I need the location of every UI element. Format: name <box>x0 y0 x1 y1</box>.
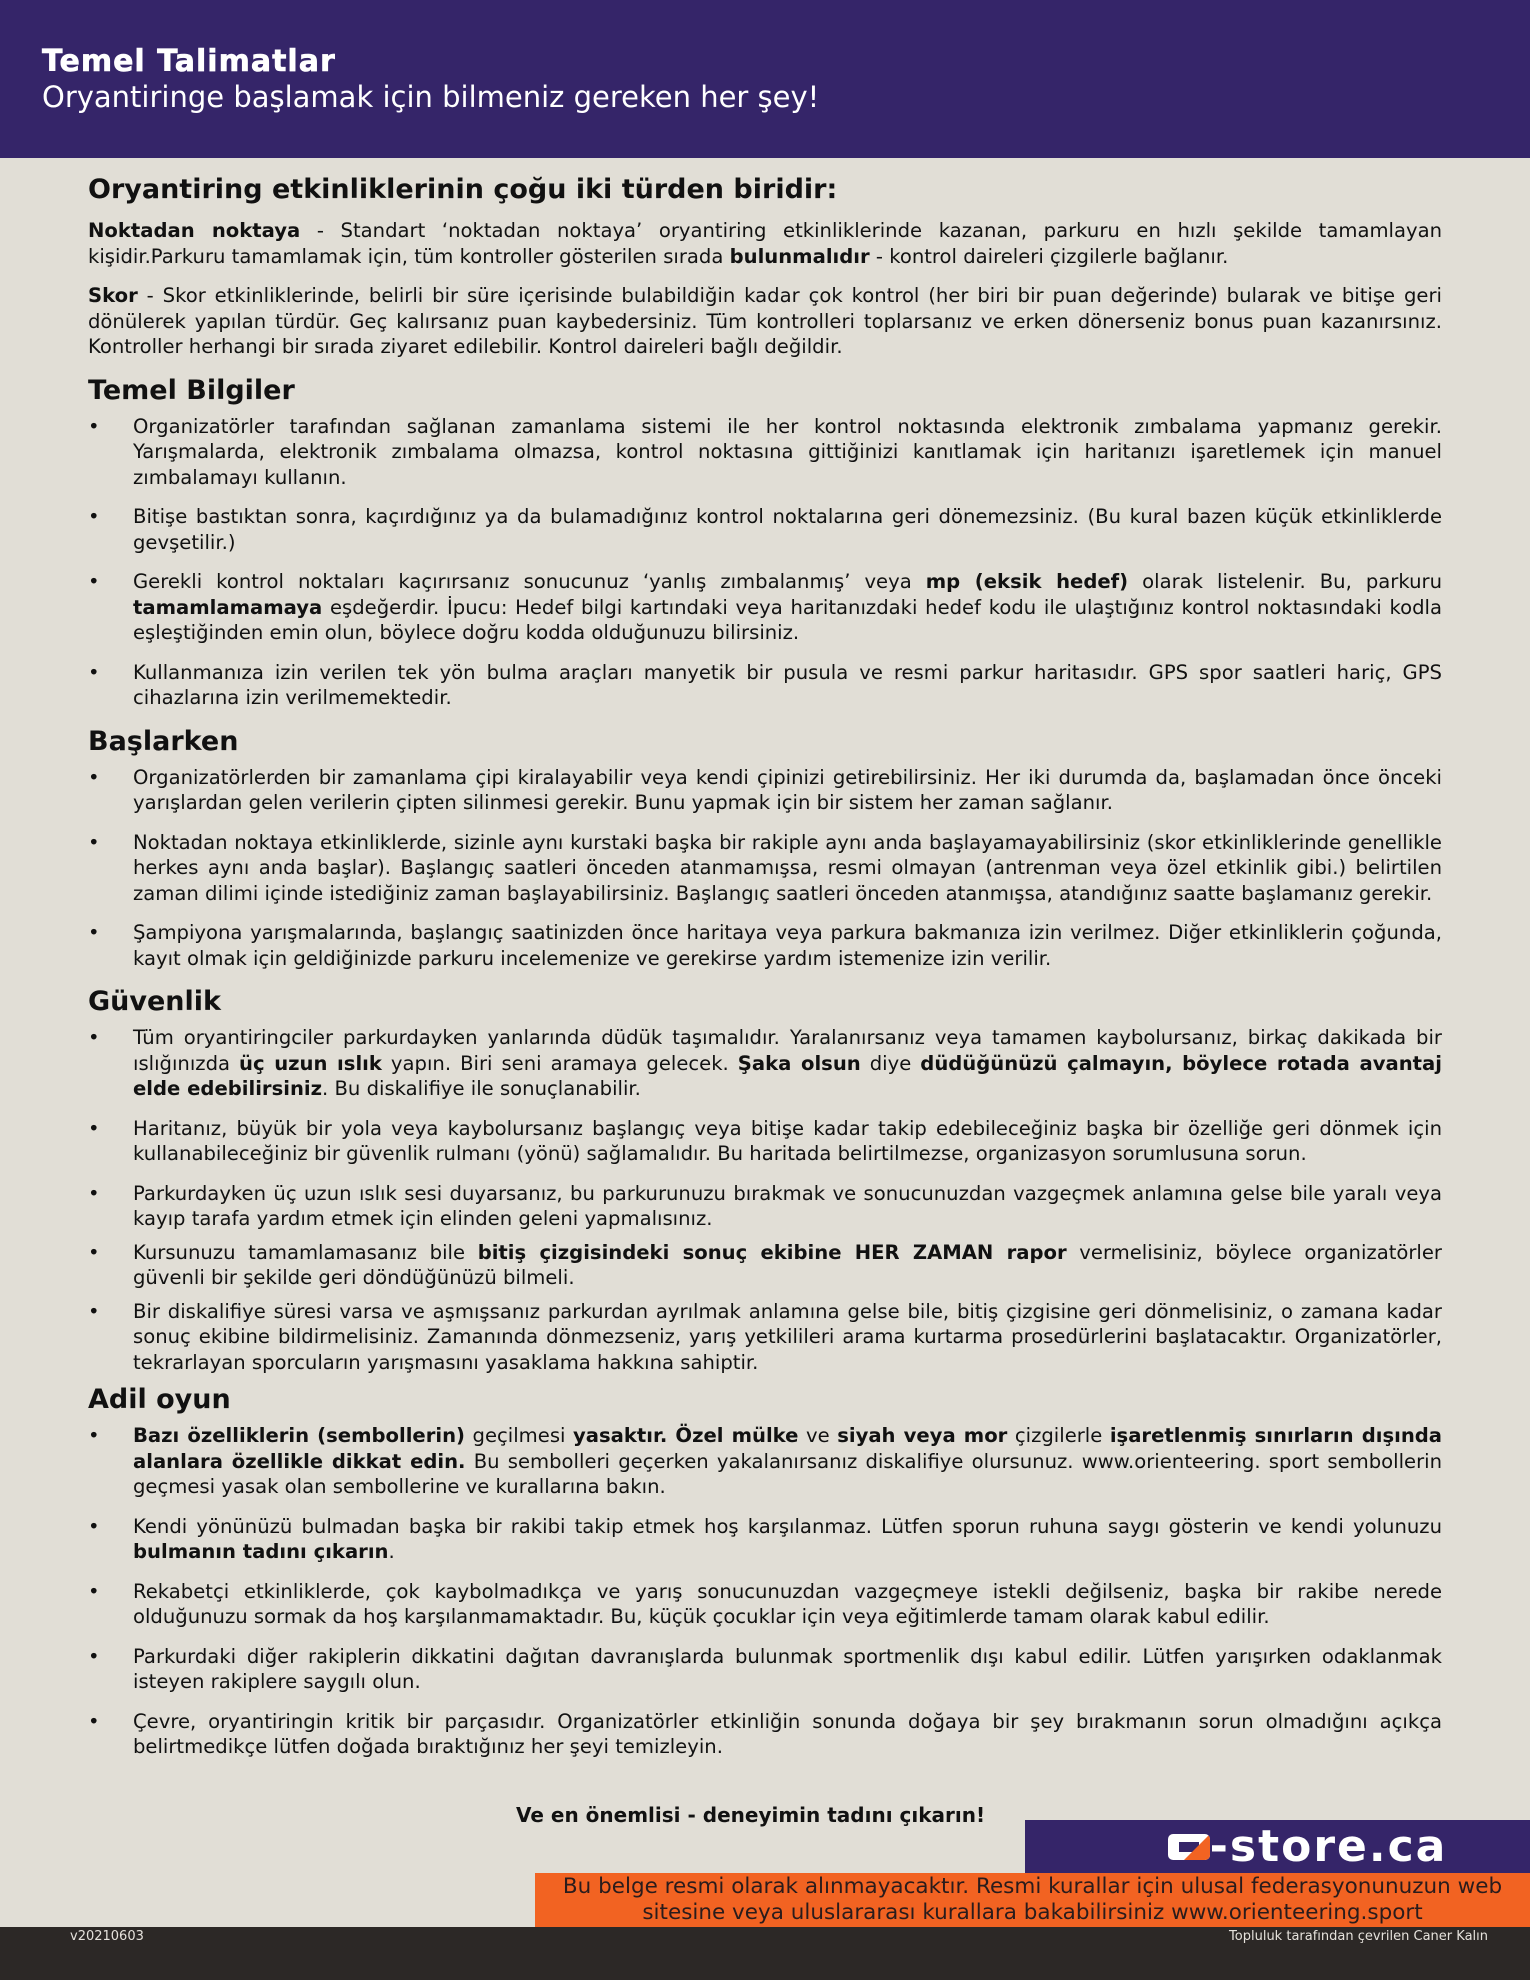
section-heading-safety: Güvenlik <box>88 986 221 1017</box>
disclaimer-banner: Bu belge resmi olarak alınmayacaktır. Resmi kurallar için ulusal federasyonunuzun web sitesine veya uluslararası kurallara bakabilirsiniz www.orienteering.sport <box>535 1873 1530 1928</box>
bullet-icon: • <box>88 921 100 944</box>
bullet-icon: • <box>88 1514 100 1538</box>
list-item-text: Şampiyona yarışmalarında, başlangıç saatinizden önce haritaya veya parkura bakmanıza izin verilmez. Diğer etkinliklerin çoğunda, kayıt olmak için geldiğinizde parkuru incelemenize ve gerekirse yardım istemenize izin verilir. <box>133 921 1442 970</box>
list-item <box>88 765 1442 816</box>
list-item-bold: işaretlenmiş sınırların dışında alanlara özellikle dikkat edin. <box>133 1424 1443 1473</box>
section-heading-starting: Başlarken <box>88 725 239 757</box>
list-item-text: eşdeğerdir. İpucu: Hedef bilgi kartındaki veya haritanızdaki hedef kodu ile ulaştığınız kontrol noktasındaki kodla eşleştiğinden emin olun, böylece doğru kodda olduğunuzu bilirsiniz. <box>133 595 1442 644</box>
bullet-icon: • <box>88 660 100 684</box>
basics-list <box>88 414 1442 711</box>
list-item-bold: yasaktır. Özel mülke <box>573 1424 799 1447</box>
main-content <box>88 172 1442 1774</box>
list-item-text: Bitişe bastıktan sonra, kaçırdığınız ya da bulamadığınız kontrol noktalarına geri dönemezsiniz. (Bu kural bazen küçük etkinliklerde gevşetilir.) <box>133 505 1442 554</box>
list-item <box>88 920 1442 971</box>
list-item-text: çizgilerle <box>1007 1424 1110 1447</box>
list-item-text: Haritanız, büyük bir yola veya kaybolursanız başlangıç veya bitişe kadar takip edebileceğiniz başka bir özelliğe geri dönmek için kullanabileceğiniz bir güvenlik rulmanı (yönü) sağlamalıdır. Bu haritada belirtilmezse, organizasyon sorumlusuna sorun. <box>133 1116 1442 1165</box>
bullet-icon: • <box>88 1026 100 1049</box>
document-title: Temel Talimatlar <box>42 44 336 79</box>
list-item <box>88 830 1442 907</box>
translator-credit: Topluluk tarafından çevrilen Caner Kalın <box>1229 1929 1488 1944</box>
list-item-text: Gerekli kontrol noktaları kaçırırsanız sonucunuz ‘yanlış zımbalanmış’ veya <box>133 570 926 593</box>
safety-list <box>88 1025 1442 1375</box>
version-label: v20210603 <box>70 1929 144 1944</box>
list-item <box>88 1579 1442 1630</box>
list-item-bold: bitiş çizgisindeki sonuç ekibine HER ZAMAN rapor <box>477 1240 1067 1264</box>
section-heading-basics: Temel Bilgiler <box>88 374 295 406</box>
list-item <box>88 1644 1442 1695</box>
list-item <box>88 1240 1442 1291</box>
list-item-text: Kendi yönünüzü bulmadan başka bir rakibi takip etmek hoş karşılanmaz. Lütfen sporun ruhuna saygı gösterin ve kendi yolunuzu <box>133 1514 1442 1538</box>
list-item <box>88 1709 1442 1760</box>
list-item-text: Parkurdaki diğer rakiplerin dikkatini dağıtan davranışlarda bulunmak sportmenlik dışı kabul edilir. Lütfen yarışırken odaklanmak isteyen rakiplere saygılı olun. <box>133 1644 1442 1693</box>
list-item-text: Organizatörler tarafından sağlanan zamanlama sistemi ile her kontrol noktasında elektronik zımbalama yapmanız gerekir. Yarışmalarda, elektronik zımbalama olmazsa, kontrol noktasına gittiğinizi kanıtlamak için haritanızı işaretlemek için manuel zımbalamayı kullanın. <box>133 414 1442 489</box>
list-item-bold: Bazı özelliklerin (sembollerin) <box>133 1424 465 1447</box>
bullet-icon: • <box>88 1240 100 1264</box>
list-item-text: Tüm oryantiringciler parkurdayken yanlarında düdük taşımalıdır. Yaralanırsanız veya tamamen kaybolursanız, birkaç dakikada bir ıslığınızda <box>133 1026 1442 1075</box>
list-item-text: yapın. Biri seni aramaya gelecek. <box>381 1051 738 1075</box>
list-item-text: Kullanmanıza izin verilen tek yön bulma araçları manyetik bir pusula ve resmi parkur haritasıdır. GPS spor saatleri hariç, GPS cihazlarına izin verilmemektedir. <box>133 660 1442 709</box>
point-to-point-text-2: - kontrol daireleri çizgilerle bağlanır. <box>869 244 1229 268</box>
list-item-text: Çevre, oryantiringin kritik bir parçasıdır. Organizatörler etkinliğin sonunda doğaya bir şey bırakmanın sorun olmadığını açıkça belirtmedikçe lütfen doğada bıraktığınız her şeyi temizleyin. <box>133 1709 1442 1758</box>
list-item-text: vermelisiniz, böylece organizatörler güvenli bir şekilde geri döndüğünüzü bilmeli. <box>133 1240 1442 1289</box>
closing-line: Ve en önemlisi - deneyimin tadını çıkarın! <box>516 1803 986 1827</box>
score-text: - Skor etkinliklerinde, belirli bir süre içerisinde bulabildiğin kadar çok kontrol (her biri bir puan değerinde) bularak ve bitişe geri dönülerek yapılan türdür. Geç kalırsanız puan kaybedersiniz. Tüm kontrolleri toplarsanız ve erken dönerseniz bonus puan kazanırsınız. Kontroller herhangi bir sırada ziyaret edilebilir. Kontrol daireleri bağlı değildir. <box>88 284 1442 358</box>
bullet-icon: • <box>88 1299 100 1323</box>
starting-list <box>88 765 1442 972</box>
intro-heading: Oryantiring etkinliklerinin çoğu iki türden biridir: <box>88 174 838 205</box>
ostore-logo <box>1168 1820 1448 1872</box>
bullet-icon: • <box>88 570 100 593</box>
list-item-text: Noktadan noktaya etkinliklerde, sizinle aynı kurstaki başka bir rakiple aynı anda başlayamayabilirsiniz (skor etkinliklerinde genellikle herkes aynı anda başlar). Başlangıç saatleri önceden atanmamışsa, resmi olmayan (antrenman veya özel etkinlik gibi.) belirtilen zaman dilimi içinde istediğiniz zaman başlayabilirsiniz. Başlangıç saatleri önceden atanmışsa, atandığınız saatte başlamanız gerekir. <box>133 830 1442 905</box>
fairplay-list <box>88 1423 1442 1760</box>
list-item <box>88 414 1442 491</box>
ostore-logo-text: -store.ca <box>1209 1820 1448 1872</box>
list-item-text: . Bu diskalifiye ile sonuçlanabilir. <box>322 1077 641 1100</box>
list-item-text: Parkurdayken üç uzun ıslık sesi duyarsanız, bu parkurunuzu bırakmak ve sonucunuzdan vazgeçmek anlamına gelse bile yaralı veya kayıp tarafa yardım etmek için elinden geleni yapmalısınız. <box>133 1181 1442 1230</box>
list-item-bold: mp (eksik hedef) <box>925 570 1129 593</box>
list-item-bold: düdüğünüzü çalmayın, böylece rotada avantaj elde edebilirsiniz <box>133 1051 1442 1100</box>
list-item-text: Bu sembolleri geçerken yakalanırsanız diskalifiye olursunuz. www.orienteering. sport sembollerin geçmesi yasak olan sembollerine ve kurallarına bakın. <box>133 1449 1442 1498</box>
list-item-bold: siyah veya mor <box>837 1424 1008 1447</box>
list-item-bold: Şaka olsun <box>737 1051 861 1075</box>
bullet-icon: • <box>88 1709 100 1733</box>
point-to-point-text: - Standart ‘noktadan noktaya’ oryantiring etkinliklerinde kazanan, parkuru en hızlı şekilde tamamlayan kişidir.Parkuru tamamlamak için, tüm kontroller gösterilen sırada <box>88 219 1443 268</box>
list-item-text: olarak listelenir. Bu, parkuru <box>1128 570 1442 593</box>
bullet-icon: • <box>88 505 100 528</box>
list-item <box>88 1423 1442 1500</box>
bullet-icon: • <box>88 1424 100 1447</box>
point-to-point-bold: bulunmalıdır <box>729 244 870 268</box>
list-item-bold: tamamlamamaya <box>133 595 323 619</box>
list-item <box>88 1116 1442 1167</box>
bullet-icon: • <box>88 1579 100 1603</box>
bullet-icon: • <box>88 765 100 789</box>
list-item-text: diye <box>860 1051 921 1075</box>
page-footer <box>0 1927 1530 1980</box>
list-item-bold: üç uzun ıslık <box>239 1051 382 1075</box>
list-item-text: Organizatörlerden bir zamanlama çipi kiralayabilir veya kendi çipinizi getirebilirsiniz. Her iki durumda da, başlamadan önce önceki yarışlardan gelen verilerin çipten silinmesi gerekir. Bunu yapmak için bir sistem her zaman sağlanır. <box>133 765 1442 814</box>
bullet-icon: • <box>88 414 100 438</box>
list-item-text: Rekabetçi etkinliklerde, çok kaybolmadıkça ve yarış sonucunuzdan vazgeçmeye istekli değilseniz, başka bir rakibe nerede olduğunuzu sormak da hoş karşılanmamaktadır. Bu, küçük çocuklar için veya eğitimlerde tamam olarak kabul edilir. <box>133 1579 1442 1628</box>
list-item-text: geçilmesi <box>465 1424 573 1447</box>
bullet-icon: • <box>88 1116 100 1140</box>
score-term: Skor <box>88 284 138 307</box>
list-item-text: ve <box>798 1424 838 1447</box>
section-heading-fairplay: Adil oyun <box>88 1384 231 1415</box>
list-item-text: Kursunuzu tamamlamasanız bile <box>133 1240 478 1264</box>
list-item <box>88 1181 1442 1232</box>
ostore-banner[interactable] <box>1025 1820 1530 1873</box>
list-item <box>88 660 1442 711</box>
point-to-point-term: Noktadan noktaya <box>88 219 301 242</box>
document-subtitle: Oryantiringe başlamak için bilmeniz gereken her şey! <box>42 80 820 114</box>
page-header <box>0 0 1530 158</box>
list-item <box>88 504 1442 555</box>
bullet-icon: • <box>88 1644 100 1668</box>
orienteering-control-flag-icon <box>1168 1834 1210 1860</box>
list-item-text: . <box>388 1540 395 1563</box>
score-paragraph <box>88 283 1442 360</box>
list-item <box>88 1025 1442 1102</box>
bullet-icon: • <box>88 1181 100 1205</box>
bullet-icon: • <box>88 830 100 854</box>
list-item <box>88 569 1442 646</box>
point-to-point-paragraph <box>88 218 1442 269</box>
list-item <box>88 1514 1442 1565</box>
list-item-text: Bir diskalifiye süresi varsa ve aşmışsanız parkurdan ayrılmak anlamına gelse bile, bitiş çizgisine geri dönmelisiniz, o zamana kadar sonuç ekibine bildirmelisiniz. Zamanında dönmezseniz, yarış yetkilileri arama kurtarma prosedürlerini başlatacaktır. Organizatörler, tekrarlayan sporcuların yarışmasını yasaklama hakkına sahiptir. <box>133 1299 1442 1374</box>
list-item <box>88 1299 1442 1376</box>
list-item-bold: bulmanın tadını çıkarın <box>133 1540 389 1563</box>
